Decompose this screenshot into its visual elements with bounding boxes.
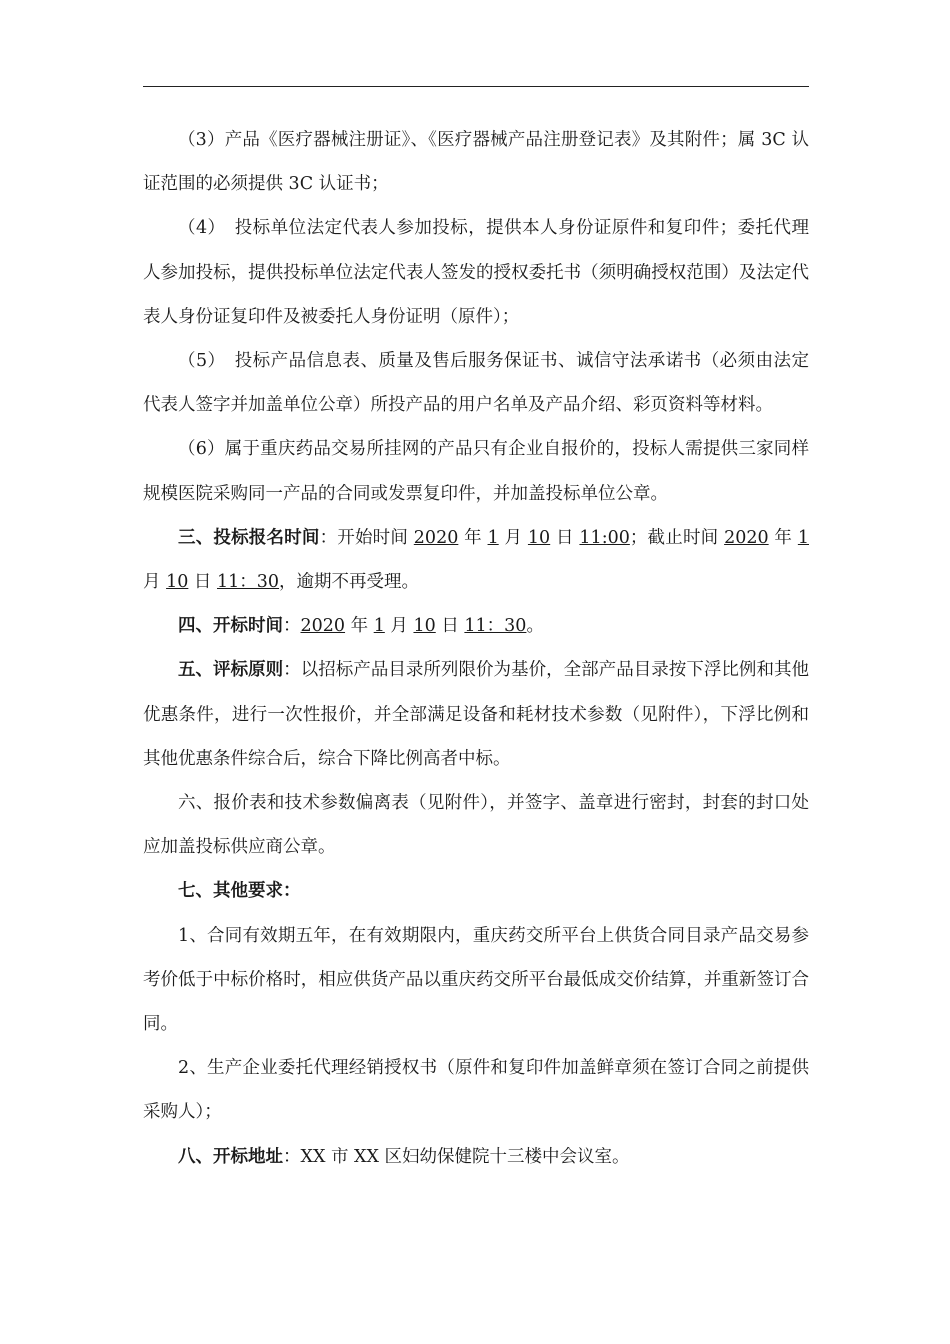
- requirement-1-paragraph: 1、合同有效期五年，在有效期限内，重庆药交所平台上供货合同目录产品交易参考价低于中标价格时，相应供货产品以重庆药交所平台最低成交价结算，并重新签订合同。: [143, 925, 809, 1035]
- start-day: 10: [527, 527, 551, 548]
- registration-time-heading: 三、投标报名时间: [178, 527, 320, 548]
- end-day: 10: [166, 572, 189, 593]
- start-year: 2020: [413, 527, 459, 548]
- start-time: 11:00: [579, 527, 630, 548]
- registration-time-paragraph: 三、投标报名时间：开始时间 2020 年 1 月 10 日 11:00；截止时间 2020 年 1 月 10 日 11：30，逾期不再受理。: [143, 527, 809, 593]
- opening-clock: 11：30: [464, 616, 527, 637]
- requirement-2-paragraph: 2、生产企业委托代理经销授权书（原件和复印件加盖鲜章须在签订合同之前提供采购人）；: [143, 1058, 809, 1123]
- item-4-paragraph: （4） 投标单位法定代表人参加投标，提供本人身份证原件和复印件；委托代理人参加投标，提供投标单位法定代表人签发的授权委托书（须明确授权范围）及法定代表人身份证复印件及被委托人身份证明（原件）；: [143, 218, 809, 327]
- document-body: [143, 118, 809, 1179]
- item-5-paragraph: （5） 投标产品信息表、质量及售后服务保证书、诚信守法承诺书（必须由法定代表人签字并加盖单位公章）所投产品的用户名单及产品介绍、彩页资料等材料。: [143, 351, 809, 416]
- end-time: 11：30: [217, 572, 280, 593]
- start-month: 1: [487, 527, 499, 548]
- item-6-paragraph: （6）属于重庆药品交易所挂网的产品只有企业自报价的，投标人需提供三家同样规模医院采购同一产品的合同或发票复印件，并加盖投标单位公章。: [143, 439, 809, 504]
- opening-address-heading: 八、开标地址: [178, 1146, 283, 1167]
- evaluation-principle-paragraph: 五、评标原则：以招标产品目录所列限价为基价，全部产品目录按下浮比例和其他优惠条件，进行一次性报价，并全部满足设备和耗材技术参数（见附件），下浮比例和其他优惠条件综合后，综合下降比例高者中标。: [143, 660, 809, 769]
- quotation-sealing-paragraph: 六、报价表和技术参数偏离表（见附件），并签字、盖章进行密封，封套的封口处应加盖投标供应商公章。: [143, 793, 809, 858]
- opening-year: 2020: [300, 616, 346, 637]
- opening-address-paragraph: 八、开标地址：XX 市 XX 区妇幼保健院十三楼中会议室。: [178, 1146, 630, 1167]
- opening-day: 10: [413, 616, 436, 637]
- end-year: 2020: [724, 527, 769, 548]
- opening-time-heading: 四、开标时间: [178, 616, 283, 637]
- opening-month: 1: [373, 616, 385, 637]
- evaluation-principle-heading: 五、评标原则: [178, 660, 284, 681]
- header-rule: [143, 86, 809, 87]
- item-3-paragraph: （3）产品《医疗器械注册证》、《医疗器械产品注册登记表》及其附件；属 3C 认证范围的必须提供 3C 认证书；: [143, 130, 809, 195]
- end-month: 1: [797, 527, 809, 548]
- other-requirements-heading: 七、其他要求：: [178, 881, 301, 902]
- opening-time-paragraph: 四、开标时间：2020 年 1 月 10 日 11：30。: [178, 616, 544, 637]
